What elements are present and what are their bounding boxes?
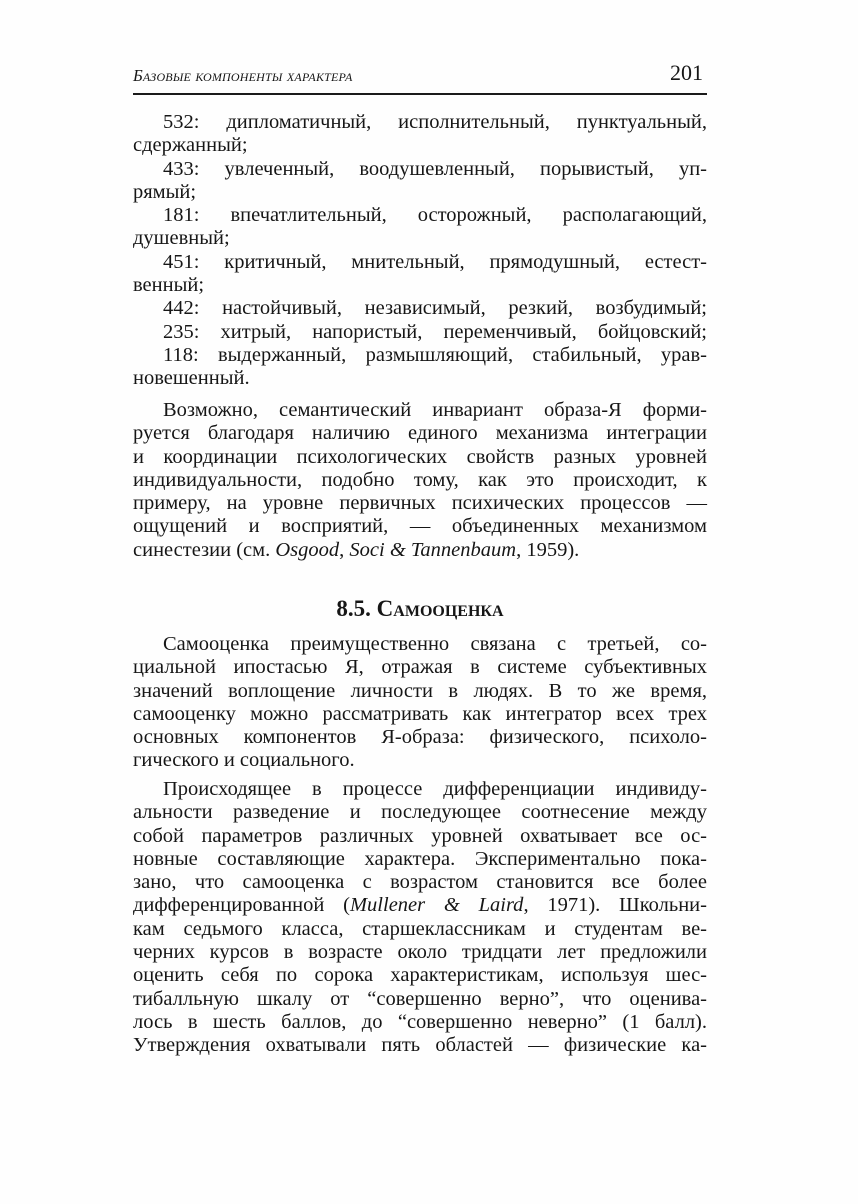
paragraph-line: ощущений и восприятий, — объединенных механизмом: [133, 515, 707, 538]
citation-author: Mullener & Laird: [349, 894, 524, 917]
list-line: 433: увлеченный, воодушевленный, порывистый, уп-: [163, 157, 707, 180]
list-line: 181: впечатлительный, осторожный, располагающий,: [163, 204, 707, 227]
section-title: Самооценка: [376, 596, 504, 621]
section-heading: [133, 596, 707, 622]
citation-year: , 1971). Школьни-: [523, 894, 707, 917]
paragraph-line: индивидуальности, подобно тому, как это происходит, к: [133, 468, 707, 491]
paragraph-line: новные составляющие характера. Экспериментально пока-: [133, 847, 707, 870]
trait-list: [133, 111, 707, 391]
citation-text: дифференцированной (: [133, 894, 350, 917]
paragraph-citation-line: [133, 894, 707, 917]
list-line: душевный;: [133, 227, 230, 250]
list-line: 532: дипломатичный, исполнительный, пунктуальный,: [163, 111, 707, 133]
paragraph-citation-line: [133, 539, 707, 562]
paragraph-line: основных компонентов Я-образа: физического, психоло-: [133, 726, 707, 749]
paragraph-line: Самооценка преимущественно связана с третьей, со-: [163, 633, 707, 655]
paragraph-line: гического и социального.: [133, 749, 355, 772]
paragraph-line: альности разведение и последующее соотнесение между: [133, 801, 707, 824]
running-title: Базовые компоненты характера: [133, 66, 353, 85]
list-line: рямый;: [133, 180, 197, 203]
list-line: 118: выдержанный, размышляющий, стабильный, урав-: [163, 343, 707, 366]
header-rule: [133, 93, 707, 95]
citation-separator: ,: [339, 538, 350, 561]
paragraph-line: руется благодаря наличию единого механизма интеграции: [133, 422, 707, 445]
paragraph-self-esteem: [133, 633, 707, 773]
paragraph-line: лось в шесть баллов, до “совершенно неверно” (1 балл).: [133, 1010, 707, 1033]
section-number: 8.5.: [336, 596, 371, 621]
list-line: венный;: [133, 274, 205, 297]
paragraph-line: Происходящее в процессе дифференциации индивиду-: [163, 778, 707, 800]
paragraph-line: собой параметров различных уровней охватывает все ос-: [133, 824, 707, 847]
running-head: [133, 60, 707, 96]
list-line: 235: хитрый, напористый, переменчивый, бойцовский;: [163, 320, 707, 343]
citation-year: , 1959).: [516, 538, 580, 561]
paragraph-line: Возможно, семантический инвариант образа-Я форми-: [163, 399, 707, 421]
paragraph-line: и координации психологических свойств разных уровней: [133, 445, 707, 468]
list-line: сдержанный;: [133, 134, 248, 157]
paragraph-line: зано, что самооценка с возрастом становится все более: [133, 871, 707, 894]
paragraph-differentiation: [133, 778, 707, 1058]
list-line: 451: критичный, мнительный, прямодушный, естест-: [163, 250, 707, 273]
paragraph-line: самооценку можно рассматривать как интегратор всех трех: [133, 702, 707, 725]
paragraph-line: тибалльную шкалу от “совершенно верно”, что оценива-: [133, 987, 707, 1010]
paragraph-line: черних курсов в возрасте около тридцати лет предложили: [133, 941, 707, 964]
page-number: 201: [670, 60, 703, 85]
paragraph-line: примеру, на уровне первичных психических процессов —: [133, 492, 707, 515]
citation-text: синестезии (см.: [133, 538, 276, 561]
citation-author: Soci & Tannenbaum: [349, 538, 517, 561]
paragraph-line: Утверждения охватывали пять областей — физические ка-: [133, 1034, 707, 1057]
list-line: 442: настойчивый, независимый, резкий, возбудимый;: [163, 297, 707, 320]
paragraph-line: циальной ипостасью Я, отражая в системе субъективных: [133, 656, 707, 679]
list-line: новешенный.: [133, 367, 250, 390]
paragraph-line: значений воплощение личности в людях. В то же время,: [133, 679, 707, 702]
paragraph-line: кам седьмого класса, старшеклассникам и студентам ве-: [133, 917, 707, 940]
paragraph-line: оценить себя по сорока характеристикам, используя шес-: [133, 964, 707, 987]
citation-author: Osgood: [275, 538, 340, 561]
paragraph-semantic-invariant: [133, 399, 707, 562]
